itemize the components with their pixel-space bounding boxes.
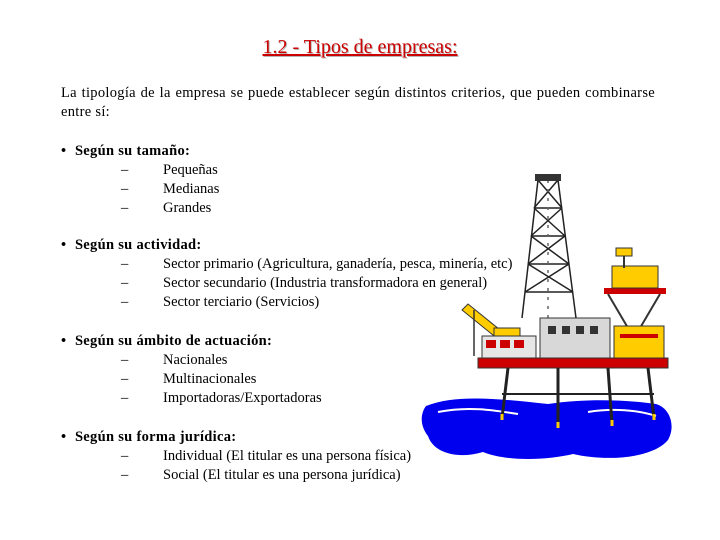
- list-item: – Sector terciario (Servicios): [61, 293, 202, 312]
- intro-paragraph: La tipología de la empresa se puede establecer según distintos criterios, que pueden combinarse entre sí:: [61, 85, 655, 120]
- section-activity: [61, 236, 513, 313]
- section-heading: Según su forma jurídica:: [74, 429, 237, 445]
- page-title: 1.2 - Tipos de empresas:: [262, 36, 458, 58]
- dash: –: [121, 200, 129, 217]
- dash: –: [121, 467, 129, 484]
- section-heading: Según su actividad:: [74, 237, 202, 253]
- dash: –: [121, 162, 129, 178]
- list-item: – Sector primario (Agricultura, ganadería, pesca, minería, etc): [61, 255, 202, 274]
- bullet: •: [61, 429, 67, 445]
- dash: –: [121, 352, 129, 368]
- list-item: – Individual (El titular es una persona física): [61, 447, 236, 466]
- section-scope: [61, 332, 322, 409]
- list-item: – Pequeñas: [61, 161, 190, 180]
- dash: –: [121, 294, 129, 311]
- list-item: – Nacionales: [61, 351, 272, 370]
- dash: –: [121, 448, 129, 464]
- oil-platform-illustration: [398, 168, 678, 468]
- section-size: [61, 142, 220, 219]
- dash: –: [121, 275, 129, 292]
- deck-modules: [478, 318, 668, 368]
- water-shape: [422, 398, 672, 459]
- dash: –: [121, 256, 129, 272]
- list-item: – Importadoras/Exportadoras: [61, 389, 272, 408]
- bullet: •: [61, 333, 67, 349]
- dash: –: [121, 181, 129, 198]
- list-item: – Multinacionales: [61, 370, 272, 389]
- list-item: – Grandes: [61, 199, 190, 218]
- derrick-icon: [522, 180, 576, 318]
- section-heading: Según su ámbito de actuación:: [74, 333, 273, 349]
- dash: –: [121, 371, 129, 388]
- dash: –: [121, 390, 129, 407]
- helipad-structure: [604, 248, 666, 328]
- list-item: – Sector secundario (Industria transformadora en general): [61, 274, 202, 293]
- bullet: •: [61, 143, 67, 159]
- section-legal-form: [61, 428, 412, 485]
- bullet: •: [61, 237, 67, 253]
- list-item: – Medianas: [61, 180, 190, 199]
- section-heading: Según su tamaño:: [74, 143, 191, 159]
- list-item: – Social (El titular es una persona jurídica): [61, 466, 236, 485]
